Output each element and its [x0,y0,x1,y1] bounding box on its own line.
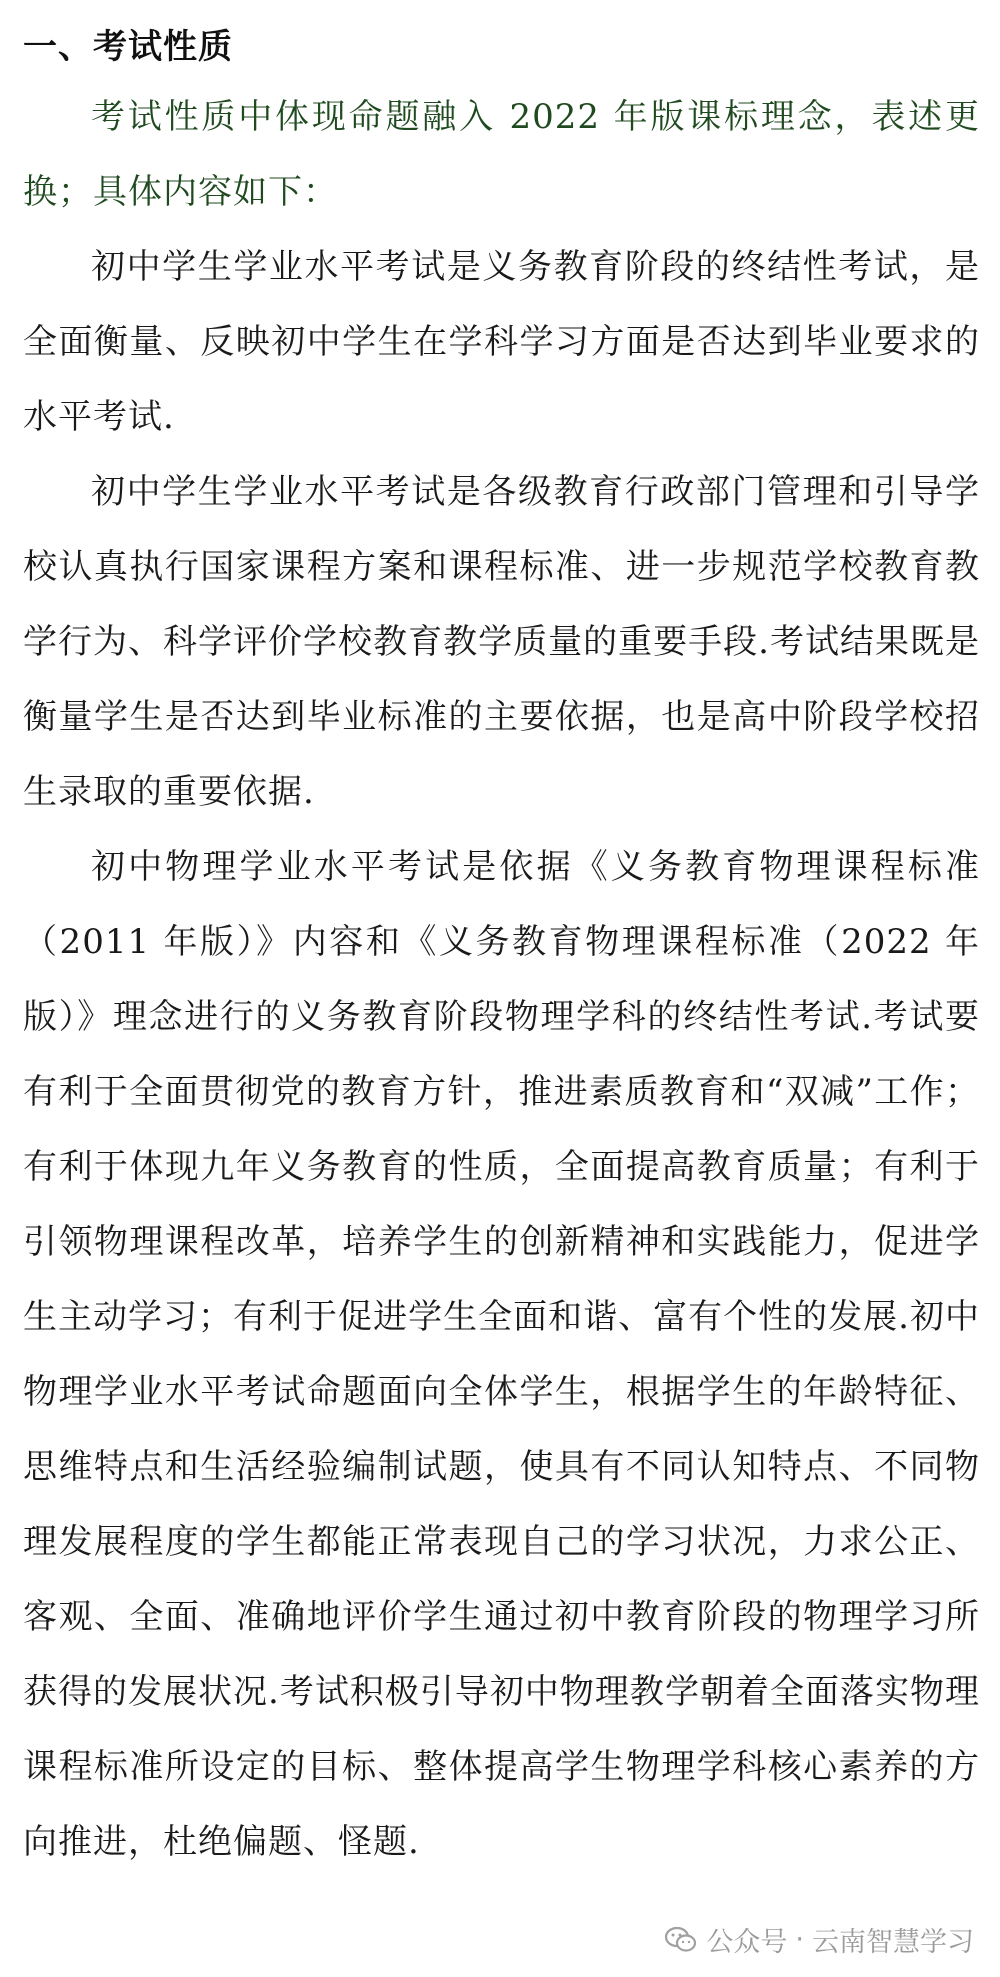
body-paragraph-2: 初中学生学业水平考试是各级教育行政部门管理和引导学校认真执行国家课程方案和课程标准、进一步规范学校教育教学行为、科学评价学校教育教学质量的重要手段.考试结果既是衡量学生是否达到毕业标准的主要依据，也是高中阶段学校招生录取的重要依据. [23,472,980,812]
wechat-icon [664,1925,698,1955]
intro-paragraph: 考试性质中体现命题融入 2022 年版课标理念，表述更换；具体内容如下： [23,97,980,212]
watermark-account: 云南智慧学习 [812,1927,974,1958]
body-paragraph-1: 初中学生学业水平考试是义务教育阶段的终结性考试，是全面衡量、反映初中学生在学科学习方面是否达到毕业要求的水平考试. [23,247,980,437]
watermark-prefix: 公众号 [706,1927,788,1958]
section-heading: 一、考试性质 [23,27,233,67]
watermark [664,1920,974,1959]
body-paragraph-3: 初中物理学业水平考试是依据《义务教育物理课程标准（2011 年版）》内容和《义务教育物理课程标准（2022 年版）》理念进行的义务教育阶段物理学科的终结性考试.考试要有利于全面贯彻党的教育方针，推进素质教育和“双减”工作；有利于体现九年义务教育的性质，全面提高教育质量；有利于引领物理课程改革，培养学生的创新精神和实践能力，促进学生主动学习；有利于促进学生全面和谐、富有个性的发展.初中物理学业水平考试命题面向全体学生，根据学生的年龄特征、思维特点和生活经验编制试题，使具有不同认知特点、不同物理发展程度的学生都能正常表现自己的学习状况，力求公正、客观、全面、准确地评价学生通过初中教育阶段的物理学习所获得的发展状况.考试积极引导初中物理教学朝着全面落实物理课程标准所设定的目标、整体提高学生物理学科核心素养的方向推进，杜绝偏题、怪题. [23,847,980,1862]
watermark-separator: · [795,1924,804,1955]
